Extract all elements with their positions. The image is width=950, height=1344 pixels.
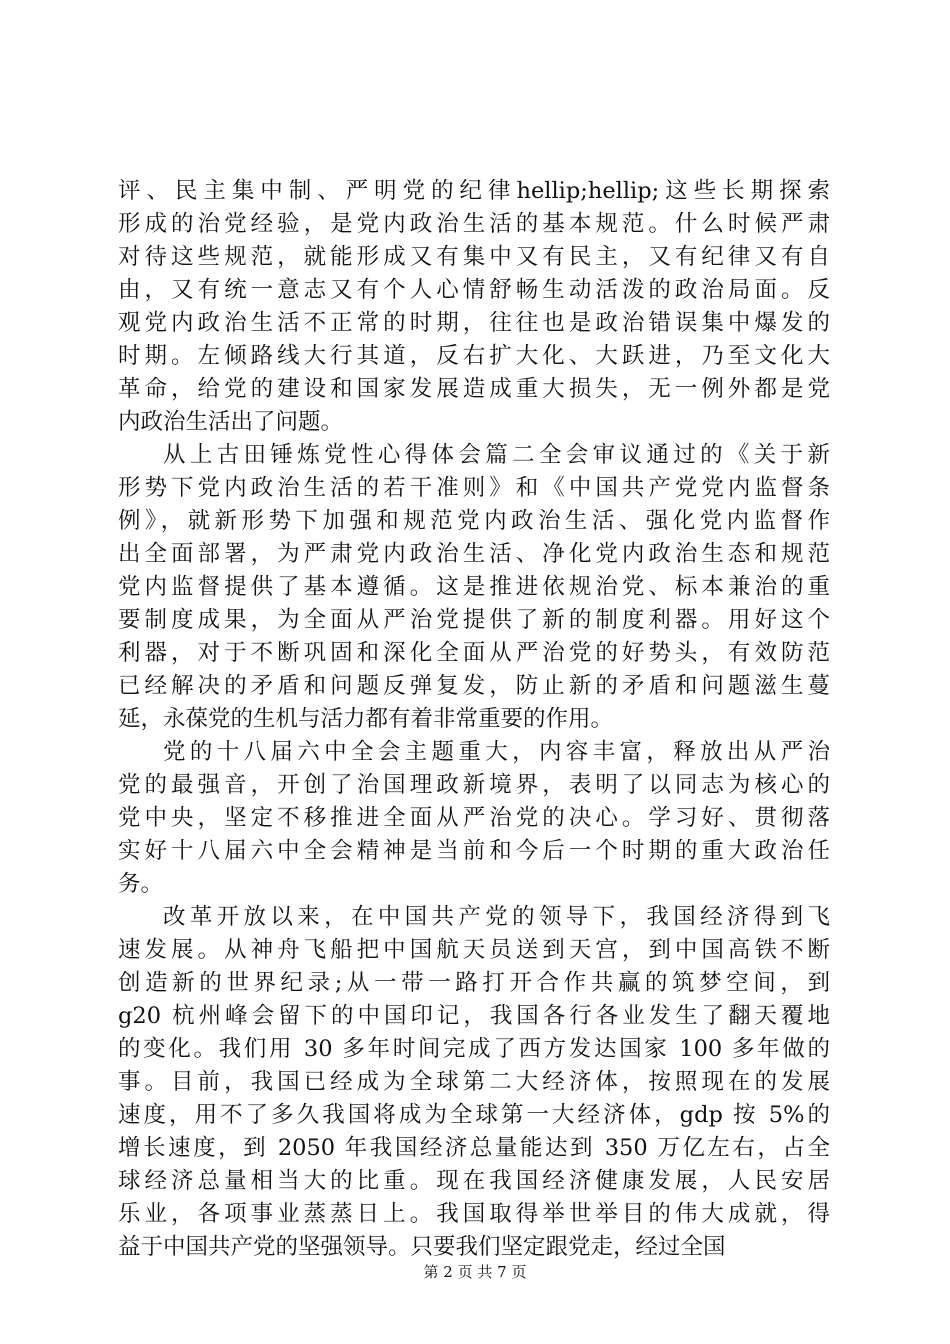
page-footer: 第 2 页 共 7 页 bbox=[423, 1263, 527, 1281]
document-body bbox=[118, 175, 830, 1264]
paragraph bbox=[118, 901, 830, 1264]
text-line: 党的最强音，开创了治国理政新境界，表明了以同志为核心的 bbox=[118, 772, 830, 798]
paragraph bbox=[118, 439, 830, 736]
text-line: 速发展。从神舟飞船把中国航天员送到天宫，到中国高铁不断 bbox=[118, 937, 830, 963]
text-line: 形成的治党经验，是党内政治生活的基本规范。什么时候严肃 bbox=[118, 211, 830, 237]
text-line: g20 杭州峰会留下的中国印记，我国各行各业发生了翻天覆地 bbox=[118, 1003, 830, 1029]
text-line: 由，又有统一意志又有个人心情舒畅生动活泼的政治局面。反 bbox=[118, 277, 830, 303]
text-line: 要制度成果，为全面从严治党提供了新的制度利器。用好这个 bbox=[118, 607, 830, 633]
text-line: 党内监督提供了基本遵循。这是推进依规治党、标本兼治的重 bbox=[118, 574, 830, 600]
text-line: 时期。左倾路线大行其道，反右扩大化、大跃进，乃至文化大 bbox=[118, 343, 830, 369]
text-line: 内政治生活出了问题。 bbox=[118, 409, 344, 435]
text-line: 从上古田锤炼党性心得体会篇二全会审议通过的《关于新 bbox=[163, 442, 830, 468]
text-line: 的变化。我们用 30 多年时间完成了西方发达国家 100 多年做的 bbox=[118, 1036, 830, 1062]
text-line: 实好十八届六中全会精神是当前和今后一个时期的重大政治任 bbox=[118, 838, 830, 864]
text-line: 例》，就新形势下加强和规范党内政治生活、强化党内监督作 bbox=[118, 508, 830, 534]
text-line: 事。目前，我国已经成为全球第二大经济体，按照现在的发展 bbox=[118, 1069, 830, 1095]
text-line: 革命，给党的建设和国家发展造成重大损失，无一例外都是党 bbox=[118, 376, 830, 402]
text-line: 利器，对于不断巩固和深化全面从严治党的好势头，有效防范 bbox=[118, 640, 830, 666]
text-line: 乐业，各项事业蒸蒸日上。我国取得举世举目的伟大成就，得 bbox=[118, 1201, 830, 1227]
text-line: 增长速度，到 2050 年我国经济总量能达到 350 万亿左右，占全 bbox=[118, 1135, 830, 1161]
text-line: 速度，用不了多久我国将成为全球第一大经济体，gdp 按 5%的 bbox=[118, 1102, 830, 1128]
paragraph bbox=[118, 736, 830, 901]
text-line: 评、民主集中制、严明党的纪律hellip;hellip;这些长期探索 bbox=[118, 178, 830, 204]
text-line: 党的十八届六中全会主题重大，内容丰富，释放出从严治 bbox=[163, 739, 830, 765]
text-line: 球经济总量相当大的比重。现在我国经济健康发展，人民安居 bbox=[118, 1168, 830, 1194]
text-line: 观党内政治生活不正常的时期，往往也是政治错误集中爆发的 bbox=[118, 310, 830, 336]
text-line: 形势下党内政治生活的若干准则》和《中国共产党党内监督条 bbox=[118, 475, 830, 501]
text-line: 务。 bbox=[118, 871, 164, 897]
text-line: 创造新的世界纪录;从一带一路打开合作共赢的筑梦空间，到 bbox=[118, 970, 830, 996]
text-line: 已经解决的矛盾和问题反弹复发，防止新的矛盾和问题滋生蔓 bbox=[118, 673, 830, 699]
text-line: 益于中国共产党的坚强领导。只要我们坚定跟党走，经过全国 bbox=[118, 1234, 726, 1260]
paragraph bbox=[118, 175, 830, 439]
text-line: 延，永葆党的生机与活力都有着非常重要的作用。 bbox=[118, 706, 614, 732]
text-line: 党中央，坚定不移推进全面从严治党的决心。学习好、贯彻落 bbox=[118, 805, 830, 831]
text-line: 对待这些规范，就能形成又有集中又有民主，又有纪律又有自 bbox=[118, 244, 830, 270]
text-line: 改革开放以来，在中国共产党的领导下，我国经济得到飞 bbox=[163, 904, 830, 930]
text-line: 出全面部署，为严肃党内政治生活、净化党内政治生态和规范 bbox=[118, 541, 830, 567]
